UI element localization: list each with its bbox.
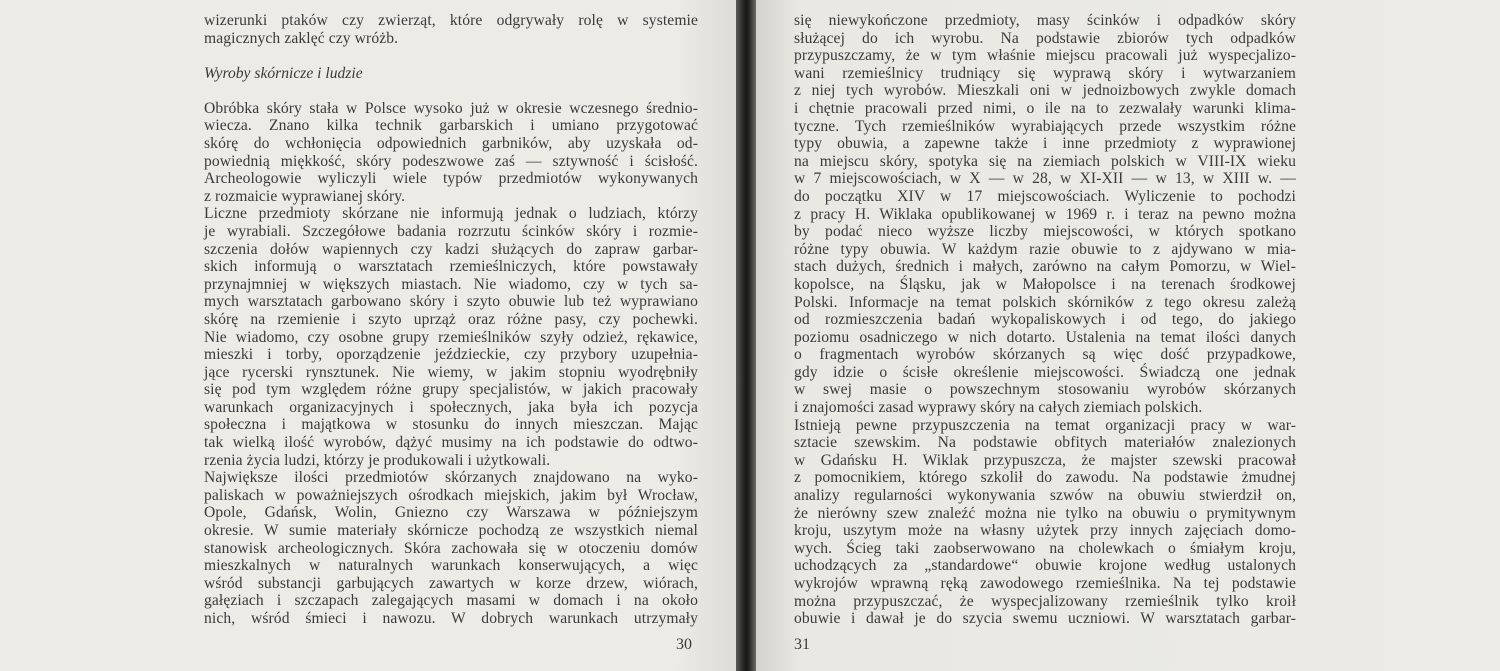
text-line: wych. Ścieg taki zaobserwowano na cholewkach o śmiałym kroju, xyxy=(794,539,1296,557)
text-line: służącej do ich wyrobu. Na podstawie zbiorów tych odpadków xyxy=(794,29,1296,47)
text-line: stach dużych, średnich i małych, zarówno na całym Pomorzu, w Wiel- xyxy=(794,258,1296,276)
text-line: mieszki i torby, oporządzenie jeździeckie, czy przybory uzupełnia- xyxy=(204,346,698,364)
text-line: sztacie szewskim. Na podstawie obfitych materiałów znalezionych xyxy=(794,434,1296,452)
right-page xyxy=(756,0,1500,671)
text-line: Obróbka skóry stała w Polsce wysoko już w okresie wczesnego średnio- xyxy=(204,99,698,117)
text-line: Istnieją pewne przypuszczenia na temat organizacji pracy w war- xyxy=(794,416,1296,434)
text-line: gałęziach i szczapach zalegających masami w domach i na około xyxy=(204,592,698,610)
right-body-text xyxy=(794,12,1296,628)
text-line: kroju, uszytym może na własny użytek przy innych zajęciach domo- xyxy=(794,522,1296,540)
text-line: wykrojów wprawną ręką zawodowego rzemieślnika. Na tej podstawie xyxy=(794,575,1296,592)
text-line: wani rzemieślnicy trudniący się wyprawą skóry i wytwarzaniem xyxy=(794,64,1296,82)
text-line: powiednią miękkość, skóry podeszwowe zaś — sztywność i ścisłość. xyxy=(204,152,698,170)
text-line: różne typy obuwia. W każdym razie obuwie to z ajdywano w mia- xyxy=(794,240,1296,258)
section-heading: Wyroby skórnicze i ludzie xyxy=(204,65,363,83)
text-line: na miejscu skóry, spotyka się na ziemiach polskich w VIII-IX wieku xyxy=(794,152,1296,170)
text-line: szczenia dołów wapiennych czy kadzi służących do zapraw garbar- xyxy=(204,240,698,258)
text-line: by podać nieco wyższe liczby miejscowości, w których spotkano xyxy=(794,223,1296,241)
text-line: Nie wiadomo, czy osobne grupy rzemieślników szyły odzież, rękawice, xyxy=(204,328,698,346)
text-line: typy obuwia, a zapewne także i inne przedmioty z wyprawionej xyxy=(794,135,1296,153)
text-line: je wyrabiali. Szczegółowe badania rozrzutu ścinków skóry i rozmie- xyxy=(204,222,698,240)
text-line: jące rycerski rynsztunek. Nie wiemy, w jakim stopniu wyodrębniły xyxy=(204,363,698,381)
text-line: w 7 miejscowościach, w X — w 28, w XI-XII — w 13, w XIII w. — xyxy=(794,170,1296,188)
text-line: można przypuszczać, że wyspecjalizowany rzemieślnik tylko kroił xyxy=(794,592,1296,610)
text-line: paliskach w poważniejszych ośrodkach miejskich, jakim był Wrocław, xyxy=(204,486,698,504)
text-line: Liczne przedmioty skórzane nie informują jednak o ludziach, którzy xyxy=(204,205,698,223)
text-line: obuwie i dawał je do szycia swemu uczniowi. W warsztatach garbar- xyxy=(794,610,1296,628)
right-text-block xyxy=(794,12,1296,628)
text-line: z pomocnikiem, którego szkolił do zawodu. Na podstawie żmudnej xyxy=(794,469,1296,487)
text-line: wiecza. Znano kilka technik garbarskich i umiano przygotować xyxy=(204,117,698,135)
text-line: z rozmaicie wyprawianej skóry. xyxy=(204,187,406,205)
text-line: uchodzących za „standardowe“ obuwie krojone według ustalonych xyxy=(794,557,1296,575)
text-line: przypuszczamy, że w tym właśnie miejscu pracowali już wyspecjalizo- xyxy=(794,47,1296,65)
text-line: w swej masie o powszechnym stosowaniu wyrobów skórzanych xyxy=(794,381,1296,399)
text-line: rzenia życia ludzi, którzy je produkowali i użytkowali. xyxy=(204,451,551,469)
text-line: przynajmniej w większych miastach. Nie wiadomo, czy w tych sa- xyxy=(204,275,698,293)
book-gutter xyxy=(736,0,756,671)
text-line: gdy idzie o ścisłe określenie miejscowości. Świadczą one jednak xyxy=(794,363,1296,381)
text-line: społeczna i majątkowa w stosunku do innych mieszczan. Mając xyxy=(204,416,698,434)
text-line: że nierówny szew znaleźć można nie tylko na obuwiu o prymitywnym xyxy=(794,504,1296,522)
text-line: skórę na rzemienie i szyto uprząż oraz różne pasy, czy pochewki. xyxy=(204,310,698,328)
text-line: w Gdańsku H. Wiklak przypuszcza, że majster szewski pracował xyxy=(794,451,1296,469)
text-line: nich, wśród śmieci i nawozu. W dobrych warunkach utrzymały xyxy=(204,610,698,627)
text-line: Archeologowie wyliczyli wiele typów przedmiotów wykonywanych xyxy=(204,170,698,188)
text-line: od rozmieszczenia badań wykopaliskowych i od tego, do jakiego xyxy=(794,311,1296,329)
left-text-block xyxy=(204,12,698,628)
text-line: tyczne. Tych rzemieślników wyrabiających przede wszystkim różne xyxy=(794,117,1296,135)
text-line: i znajomości zasad wyprawy skóry na całych ziemiach polskich. xyxy=(794,399,1203,417)
text-line: Opole, Gdańsk, Wolin, Gniezno czy Warszawa w późniejszym xyxy=(204,504,698,522)
text-line: stanowisk archeologicznych. Skóra zachowała się w otoczeniu domów xyxy=(204,539,698,557)
text-line: magicznych zaklęć czy wróżb. xyxy=(204,29,399,47)
text-line: poziomu osadniczego w nich dotarto. Ustalenia na temat ilości danych xyxy=(794,328,1296,346)
page-number-left: 30 xyxy=(676,636,692,653)
left-body-text xyxy=(204,100,698,628)
text-line: Polski. Informacje na temat polskich skórników z tego okresu zależą xyxy=(794,293,1296,311)
text-line: i chętnie pracowali przed nimi, o ile na to zezwalały warunki klima- xyxy=(794,99,1296,117)
text-line: z niej tych wyrobów. Mieszkali oni w jednoizbowych zwykle domach xyxy=(794,82,1296,100)
text-line: się pod tym względem różne grupy specjalistów, w jakich pracowały xyxy=(204,381,698,399)
left-page xyxy=(0,0,736,671)
text-line: Największe ilości przedmiotów skórzanych znajdowano na wyko- xyxy=(204,469,698,487)
text-line: do początku XIV w 17 miejscowościach. Wyliczenie to pochodzi xyxy=(794,187,1296,205)
text-line: wśród substancji garbujących zawartych w korze drzew, wiórach, xyxy=(204,574,698,592)
text-line: kopolsce, na Śląsku, jak w Małopolsce i na terenach środkowej xyxy=(794,275,1296,293)
text-line: mych warsztatach garbowano skóry i szyto obuwie lub też wyprawiano xyxy=(204,293,698,311)
intro-paragraph xyxy=(204,12,698,47)
text-line: tak wielką ilość wyrobów, dążyć musimy na ich podstawie do odtwo- xyxy=(204,434,698,452)
text-line: skórę do wchłonięcia odpowiednich garbników, aby uzyskała od- xyxy=(204,134,698,152)
text-line: warunkach organizacyjnych i społecznych, jaka była ich pozycja xyxy=(204,398,698,416)
text-line: z pracy H. Wiklaka opublikowanej w 1969 r. i teraz na pewno można xyxy=(794,205,1296,223)
page-number-right: 31 xyxy=(794,636,810,653)
text-line: wizerunki ptaków czy zwierząt, które odgrywały rolę w systemie xyxy=(204,12,698,29)
text-line: się niewykończone przedmioty, masy ścinków i odpadków skóry xyxy=(794,12,1296,29)
text-line: mieszkalnych w naturalnych warunkach konserwujących, a więc xyxy=(204,557,698,575)
text-line: okresie. W sumie materiały skórnicze pochodzą ze wszystkich niemal xyxy=(204,522,698,540)
text-line: skich informują o warsztatach rzemieślniczych, które powstawały xyxy=(204,258,698,276)
text-line: analizy regularności wykonywania szwów na obuwiu stwierdził on, xyxy=(794,487,1296,505)
text-line: o fragmentach wyrobów skórzanych są więc dość przypadkowe, xyxy=(794,346,1296,364)
